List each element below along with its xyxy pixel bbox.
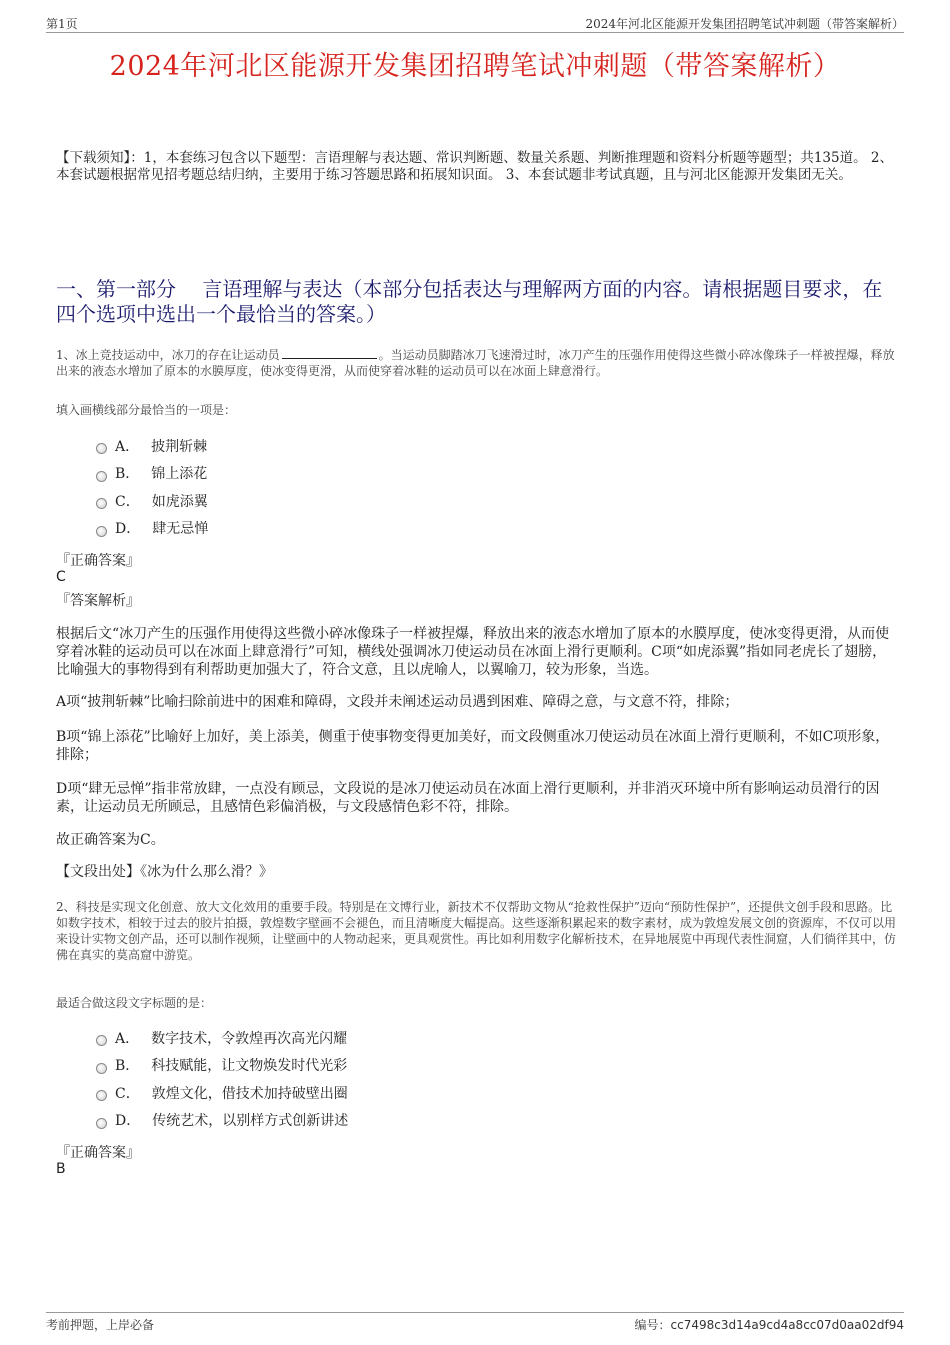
- option-c[interactable]: C． 如虎添翼: [96, 487, 208, 515]
- answer-blank: [282, 358, 377, 359]
- question-2-options: [96, 1024, 348, 1134]
- passage-source: 【文段出处】《冰为什么那么滑？》: [56, 864, 273, 880]
- option-a[interactable]: A． 数字技术，令敦煌再次高光闪耀: [96, 1024, 348, 1052]
- analysis-paragraph: A项“披荆斩棘”比喻扫除前进中的困难和障碍，文段并未阐述运动员遇到困难、障碍之意，与文意不符，排除；: [56, 694, 739, 710]
- radio-button-icon[interactable]: [96, 1118, 107, 1129]
- option-c[interactable]: C． 敦煌文化，借技术加持破壁出圈: [96, 1079, 348, 1107]
- radio-button-icon[interactable]: [96, 498, 107, 509]
- document-title: 2024年河北区能源开发集团招聘笔试冲刺题（带答案解析）: [109, 51, 841, 82]
- section-title: 一、第一部分 言语理解与表达（本部分包括表达与理解两方面的内容。请根据题目要求，在四个选项中选出一个最恰当的答案。）: [56, 277, 883, 326]
- correct-answer-label: 『正确答案』: [56, 1145, 140, 1161]
- radio-button-icon[interactable]: [96, 1035, 107, 1046]
- radio-button-icon[interactable]: [96, 1090, 107, 1101]
- page-footer: [46, 1312, 904, 1335]
- question-1-stem: 1、冰上竞技运动中，冰刀的存在让运动员 。当运动员脚踏冰刀飞速滑过时，冰刀产生的压强作用使得这些微小碎冰像珠子一样被捏爆，释放出来的液态水增加了原本的水膜厚度，使冰变得更滑，从而使穿着冰鞋的运动员可以在冰面上肆意滑行。: [56, 348, 895, 378]
- page-number: 第1页: [46, 17, 78, 31]
- header-doc-title: 2024年河北区能源开发集团招聘笔试冲刺题（带答案解析）: [585, 17, 904, 31]
- document-code: 编号：cc7498c3d14a9cd4a8cc07d0aa02df94: [634, 1318, 904, 1332]
- analysis-paragraph: B项“锦上添花”比喻好上加好，美上添美，侧重于使事物变得更加美好，而文段侧重冰刀使运动员在冰面上滑行更顺利，不如C项形象，排除；: [56, 729, 890, 763]
- option-b[interactable]: B． 锦上添花: [96, 460, 208, 488]
- question-2-stem: 2、科技是实现文化创意、放大文化效用的重要手段。特别是在文博行业，新技术不仅帮助文物从“抢救性保护”迈向“预防性保护”，还提供文创手段和思路。比如数字技术，相较于过去的胶片拍摄，敦煌数字壁画不会褪色，而且清晰度大幅提高。这些逐渐积累起来的数字素材，成为敦煌发展文创的资源库，不仅可以用来设计实物文创产品，还可以制作视频，让壁画中的人物动起来，更具观赏性。再比如利用数字化解析技术，在异地展览中再现代表性洞窟，人们徜徉其中，仿佛在真实的莫高窟中游览。: [56, 900, 897, 962]
- option-a[interactable]: A． 披荆斩棘: [96, 432, 208, 460]
- analysis-label: 『答案解析』: [56, 593, 140, 609]
- question-2-prompt: 最适合做这段文字标题的是：: [56, 996, 213, 1010]
- option-d[interactable]: D． 传统艺术，以别样方式创新讲述: [96, 1107, 348, 1135]
- footer-slogan: 考前押题，上岸必备: [46, 1318, 155, 1332]
- analysis-paragraph: 根据后文“冰刀产生的压强作用使得这些微小碎冰像珠子一样被捏爆，释放出来的液态水增加了原本的水膜厚度，使冰变得更滑，从而使穿着冰鞋的运动员可以在冰面上肆意滑行”可知，横线处强调冰刀使运动员在冰面上滑行更顺利。C项“如虎添翼”指如同老虎长了翅膀，比喻强大的事物得到有利帮助更加强大了，符合文意，且以虎喻人，以翼喻刀，较为形象，当选。: [56, 626, 890, 678]
- question-1-prompt: 填入画横线部分最恰当的一项是：: [56, 403, 237, 417]
- radio-button-icon[interactable]: [96, 443, 107, 454]
- radio-button-icon[interactable]: [96, 471, 107, 482]
- page-header: [46, 14, 904, 33]
- option-b[interactable]: B． 科技赋能，让文物焕发时代光彩: [96, 1052, 348, 1080]
- correct-answer-label: 『正确答案』: [56, 553, 140, 569]
- correct-answer: B: [56, 1161, 66, 1177]
- radio-button-icon[interactable]: [96, 1063, 107, 1074]
- analysis-conclusion: 故正确答案为C。: [56, 832, 165, 848]
- radio-button-icon[interactable]: [96, 526, 107, 537]
- question-1-options: [96, 432, 208, 542]
- analysis-paragraph: D项“肆无忌惮”指非常放肆，一点没有顾忌，文段说的是冰刀使运动员在冰面上滑行更顺利，并非消灭环境中所有影响运动员滑行的因素，让运动员无所顾忌，且感情色彩偏消极，与文段感情色彩不符，排除。: [56, 781, 880, 815]
- download-notice: 【下载须知】：1，本套练习包含以下题型：言语理解与表达题、常识判断题、数量关系题、判断推理题和资料分析题等题型；共135道。 2、本套试题根据常见招考题总结归纳，主要用于练习答题思路和拓展知识面。 3、本套试题非考试真题，且与河北区能源开发集团无关。: [56, 150, 893, 183]
- option-d[interactable]: D． 肆无忌惮: [96, 515, 208, 543]
- correct-answer: C: [56, 569, 66, 585]
